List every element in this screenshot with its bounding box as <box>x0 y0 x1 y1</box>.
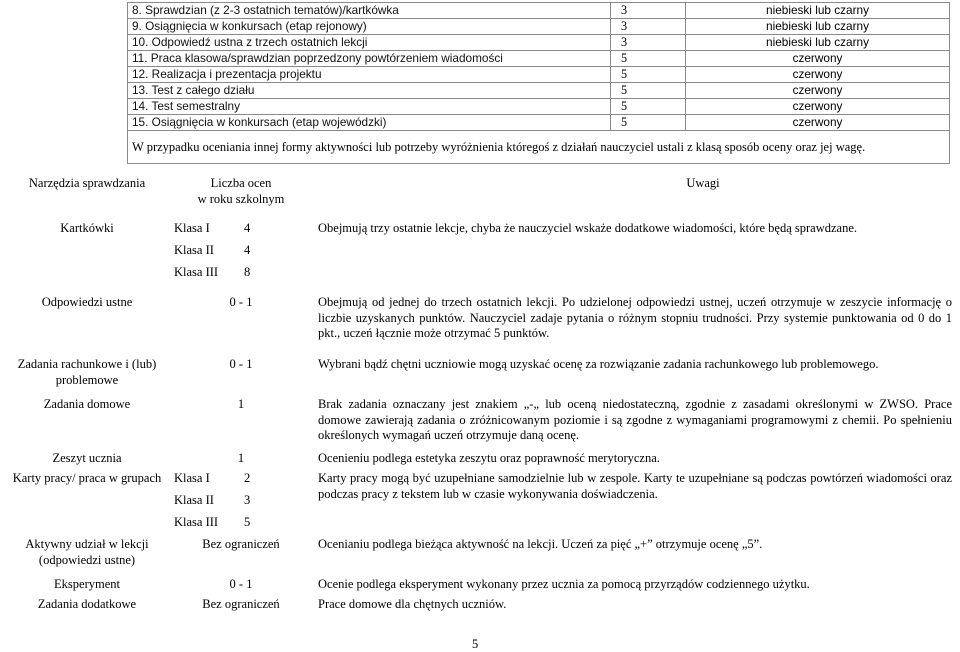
tool-name-line2: problemowe <box>55 372 119 387</box>
class-label: Klasa III <box>174 515 219 529</box>
header-count-line1: Liczba ocen <box>210 176 272 190</box>
header-count <box>168 172 314 207</box>
row-zadania-rachunkowe <box>6 357 952 397</box>
color-value: czerwony <box>686 83 950 99</box>
color-value: czerwony <box>686 51 950 67</box>
class-label: Klasa II <box>174 243 214 257</box>
row-kartkowki <box>6 221 952 243</box>
count-value: 0 - 1 <box>229 357 253 371</box>
count-value: 8 <box>244 265 251 279</box>
tool-note: Obejmują trzy ostatnie lekcje, chyba że nauczyciel wskaże dodatkowe wiadomości, które będą sprawdzane. <box>318 221 858 235</box>
tool-name-line2: (odpowiedzi ustne) <box>38 552 136 567</box>
row-karty <box>6 471 952 493</box>
tool-note: Wybrani bądź chętni uczniowie mogą uzyskać ocenę za rozwiązanie zadania rachunkowego lub problemowego. <box>318 357 879 371</box>
tool-name: Zeszyt ucznia <box>52 451 122 465</box>
weights-note-row <box>128 131 950 164</box>
row-kartkowki-2 <box>6 243 952 265</box>
tool-note: Karty pracy mogą być uzupełniane samodzielnie lub w zespole. Karty te uzupełniane są podczas powtórzeń wiadomości oraz podczas pracy z tekstem lub w czasie wykonywania doświadczenia. <box>318 471 952 501</box>
activity-label: 11. Praca klasowa/sprawdzian poprzedzony powtórzeniem wiadomości <box>128 51 611 67</box>
page-number: 5 <box>472 637 479 651</box>
activity-label: 15. Osiągnięcia w konkursach (etap wojewódzki) <box>128 115 611 131</box>
color-value: czerwony <box>686 67 950 83</box>
class-label: Klasa III <box>174 265 219 279</box>
count-value: 4 <box>244 221 251 235</box>
activity-label: 14. Test semestralny <box>128 99 611 115</box>
weight-row <box>128 3 950 19</box>
weight-row <box>128 35 950 51</box>
weight-row <box>128 83 950 99</box>
tool-name: Kartkówki <box>60 221 114 235</box>
count-value: 5 <box>244 515 251 529</box>
weights-table <box>127 2 950 164</box>
tool-note: Brak zadania oznaczany jest znakiem „-„ lub oceną niedostateczną, zgodnie z zasadami określonymi w ZWSO. Prace domowe zawierają zadania o zróżnicowanym poziomie i są zgodne z wymaganiami programowymi z chemii. Po spełnieniu określonych wymagań uczeń otrzymuje daną ocenę. <box>318 397 952 442</box>
tool-note: Ocenieniu podlega estetyka zeszytu oraz poprawność merytoryczna. <box>318 451 660 465</box>
weights-note: W przypadku oceniania innej formy aktywności lub potrzeby wyróżnienia któregoś z działań nauczyciel ustali z klasą sposób oceny oraz jej wagę. <box>128 131 950 164</box>
count-value: 2 <box>244 471 251 485</box>
tool-name: Eksperyment <box>54 577 120 591</box>
tool-note: Ocenie podlega eksperyment wykonany przez ucznia za pomocą przyrządów codziennego użytku. <box>318 577 810 591</box>
count-value: 3 <box>244 493 251 507</box>
count-value: Bez ograniczeń <box>202 537 280 551</box>
weight-value: 5 <box>611 115 686 131</box>
class-label: Klasa II <box>174 493 214 507</box>
tool-name: Zadania dodatkowe <box>37 597 137 611</box>
count-value: 0 - 1 <box>229 577 253 591</box>
activity-label: 8. Sprawdzian (z 2-3 ostatnich tematów)/kartkówka <box>128 3 611 19</box>
weight-value: 3 <box>611 3 686 19</box>
weight-value: 5 <box>611 51 686 67</box>
tool-name <box>6 537 168 577</box>
weight-value: 5 <box>611 99 686 115</box>
tool-name <box>6 357 168 397</box>
activity-label: 9. Osiągnięcia w konkursach (etap rejonowy) <box>128 19 611 35</box>
row-zadania-dodatkowe <box>6 597 952 617</box>
row-kartkowki-3 <box>6 265 952 295</box>
weight-row <box>128 115 950 131</box>
tool-name-line1: Zadania rachunkowe i (lub) <box>17 357 157 371</box>
weight-row <box>128 99 950 115</box>
tool-name: Zadania domowe <box>43 397 131 411</box>
tool-name-line1: Aktywny udział w lekcji <box>25 537 149 551</box>
row-aktywny <box>6 537 952 577</box>
row-odpowiedzi <box>6 295 952 357</box>
count-value: 0 - 1 <box>229 295 253 309</box>
color-value: niebieski lub czarny <box>686 3 950 19</box>
row-zeszyt <box>6 451 952 471</box>
weight-value: 3 <box>611 19 686 35</box>
tools-header-row <box>6 172 952 207</box>
tool-note: Obejmują od jednej do trzech ostatnich lekcji. Po udzielonej odpowiedzi ustnej, uczeń otrzymuje w zeszycie informację o liczbie uzyskanych punktów. Nauczyciel zadaje pytania o różnym stopniu trudności. Przy systemie punktowania od 0 do 1 pkt., uczeń łącznie może otrzymać 5 punktów. <box>318 295 952 340</box>
count-value: 4 <box>244 243 251 257</box>
tool-note: Ocenianiu podlega bieżąca aktywność na lekcji. Uczeń za pięć „+” otrzymuje ocenę „5”. <box>318 537 763 551</box>
class-label: Klasa I <box>174 221 210 235</box>
tool-note: Prace domowe dla chętnych uczniów. <box>318 597 507 611</box>
weight-row <box>128 51 950 67</box>
weight-value: 3 <box>611 35 686 51</box>
color-value: niebieski lub czarny <box>686 35 950 51</box>
assessment-tools-table <box>6 172 952 617</box>
class-label: Klasa I <box>174 471 210 485</box>
header-tools: Narzędzia sprawdzania <box>28 176 146 190</box>
row-eksperyment <box>6 577 952 597</box>
count-value: 1 <box>237 451 245 465</box>
weight-value: 5 <box>611 67 686 83</box>
weight-row <box>128 19 950 35</box>
weight-value: 5 <box>611 83 686 99</box>
color-value: niebieski lub czarny <box>686 19 950 35</box>
header-count-line2: w roku szkolnym <box>197 191 285 206</box>
color-value: czerwony <box>686 115 950 131</box>
count-value: 1 <box>237 397 245 411</box>
activity-label: 13. Test z całego działu <box>128 83 611 99</box>
count-value: Bez ograniczeń <box>202 597 280 611</box>
activity-label: 10. Odpowiedź ustna z trzech ostatnich lekcji <box>128 35 611 51</box>
color-value: czerwony <box>686 99 950 115</box>
header-notes: Uwagi <box>686 176 720 190</box>
row-zadania-domowe <box>6 397 952 451</box>
tool-name: Odpowiedzi ustne <box>41 295 133 309</box>
weight-row <box>128 67 950 83</box>
activity-label: 12. Realizacja i prezentacja projektu <box>128 67 611 83</box>
tool-name: Karty pracy/ praca w grupach <box>12 471 162 485</box>
